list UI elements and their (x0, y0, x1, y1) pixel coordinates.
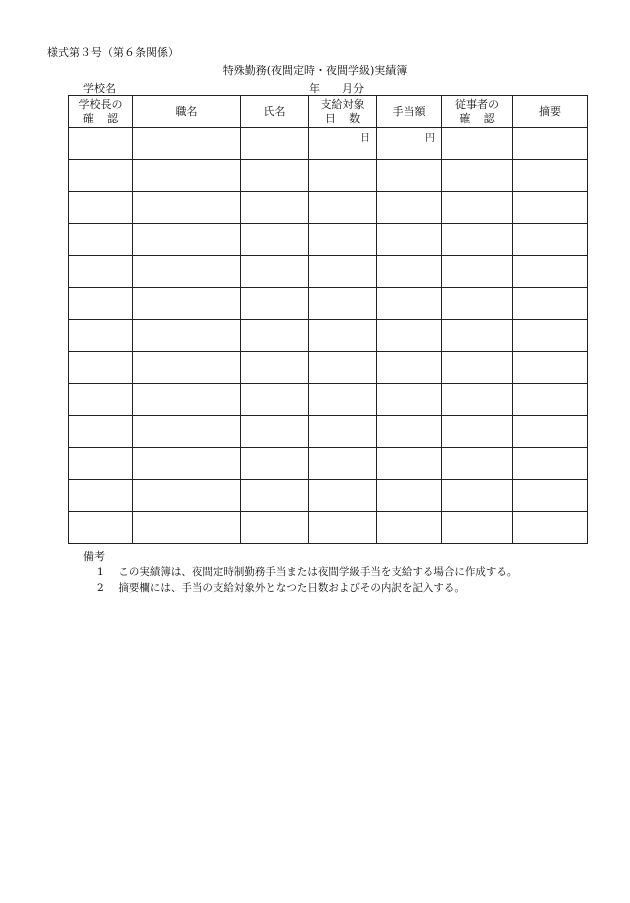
position-cell[interactable] (133, 512, 241, 544)
allowance-cell[interactable] (377, 416, 442, 448)
days-unit: 日 (360, 133, 370, 144)
header-position: 職名 (133, 96, 241, 128)
header-summary: 摘要 (513, 96, 588, 128)
worker-confirm-cell[interactable] (442, 416, 513, 448)
form-number: 様式第３号（第６条関係） (47, 46, 179, 59)
table-row (69, 352, 588, 384)
principal-confirm-cell[interactable] (69, 192, 133, 224)
eligible-days-cell[interactable] (309, 224, 377, 256)
worker-confirm-cell[interactable] (442, 352, 513, 384)
header-worker-confirm-bottom: 確認 (459, 111, 508, 125)
name-cell[interactable] (241, 384, 309, 416)
eligible-days-cell[interactable] (309, 320, 377, 352)
name-cell[interactable] (241, 448, 309, 480)
remark-note-1 (97, 564, 517, 579)
summary-cell[interactable] (513, 320, 588, 352)
table-row (69, 448, 588, 480)
worker-confirm-cell[interactable] (442, 512, 513, 544)
remark-note-text: 摘要欄には、手当の支給対象外となつた日数およびその内訳を記入する。 (118, 582, 465, 594)
summary-cell[interactable] (513, 352, 588, 384)
worker-confirm-cell[interactable] (442, 224, 513, 256)
header-name: 氏名 (241, 96, 309, 128)
name-cell[interactable] (241, 288, 309, 320)
allowance-cell[interactable] (377, 384, 442, 416)
principal-confirm-cell[interactable] (69, 416, 133, 448)
month-label: 月分 (342, 82, 364, 95)
yen-unit: 円 (425, 133, 435, 144)
header-eligible-days-bottom: 日数 (324, 111, 374, 125)
worker-confirm-cell[interactable] (442, 160, 513, 192)
position-cell[interactable] (133, 320, 241, 352)
name-cell[interactable] (241, 512, 309, 544)
summary-cell[interactable] (513, 160, 588, 192)
document-title: 特殊勤務(夜間定時・夜間学級)実績簿 (222, 64, 408, 77)
eligible-days-cell[interactable] (309, 128, 377, 160)
position-cell[interactable] (133, 448, 241, 480)
summary-cell[interactable] (513, 448, 588, 480)
summary-cell[interactable] (513, 512, 588, 544)
name-cell[interactable] (241, 128, 309, 160)
table-body (69, 128, 588, 544)
principal-confirm-cell[interactable] (69, 512, 133, 544)
principal-confirm-cell[interactable] (69, 352, 133, 384)
name-cell[interactable] (241, 320, 309, 352)
table-row (69, 160, 588, 192)
position-cell[interactable] (133, 192, 241, 224)
eligible-days-cell[interactable] (309, 160, 377, 192)
allowance-cell[interactable] (377, 256, 442, 288)
allowance-cell[interactable] (377, 512, 442, 544)
position-cell[interactable] (133, 256, 241, 288)
principal-confirm-cell[interactable] (69, 320, 133, 352)
principal-confirm-cell[interactable] (69, 160, 133, 192)
allowance-cell[interactable] (377, 128, 442, 160)
position-cell[interactable] (133, 288, 241, 320)
table-header-row (69, 96, 588, 128)
principal-confirm-cell[interactable] (69, 480, 133, 512)
summary-cell[interactable] (513, 224, 588, 256)
header-eligible-days (309, 96, 377, 128)
eligible-days-cell[interactable] (309, 256, 377, 288)
principal-confirm-cell[interactable] (69, 288, 133, 320)
position-cell[interactable] (133, 480, 241, 512)
name-cell[interactable] (241, 480, 309, 512)
position-cell[interactable] (133, 384, 241, 416)
allowance-cell[interactable] (377, 160, 442, 192)
name-cell[interactable] (241, 416, 309, 448)
allowance-cell[interactable] (377, 224, 442, 256)
worker-confirm-cell[interactable] (442, 480, 513, 512)
table-row (69, 192, 588, 224)
header-worker-confirm-top: 従事者の (455, 97, 499, 111)
allowance-cell[interactable] (377, 352, 442, 384)
table-row (69, 256, 588, 288)
name-cell[interactable] (241, 224, 309, 256)
header-principal-confirm (69, 96, 133, 128)
eligible-days-cell[interactable] (309, 512, 377, 544)
name-cell[interactable] (241, 352, 309, 384)
position-cell[interactable] (133, 416, 241, 448)
principal-confirm-cell[interactable] (69, 256, 133, 288)
allowance-cell[interactable] (377, 320, 442, 352)
allowance-cell[interactable] (377, 480, 442, 512)
principal-confirm-cell[interactable] (69, 384, 133, 416)
remark-note-text: この実績簿は、夜間定時制勤務手当または夜間学級手当を支給する場合に作成する。 (118, 566, 518, 578)
position-cell[interactable] (133, 128, 241, 160)
table-row (69, 224, 588, 256)
table-row (69, 128, 588, 160)
worker-confirm-cell[interactable] (442, 128, 513, 160)
header-principal-confirm-top: 学校長の (78, 97, 123, 111)
worker-confirm-cell[interactable] (442, 192, 513, 224)
header-principal-confirm-bottom: 確認 (82, 111, 132, 125)
header-allowance: 手当額 (377, 96, 442, 128)
worker-confirm-cell[interactable] (442, 448, 513, 480)
principal-confirm-cell[interactable] (69, 448, 133, 480)
summary-cell[interactable] (513, 288, 588, 320)
principal-confirm-cell[interactable] (69, 128, 133, 160)
summary-cell[interactable] (513, 256, 588, 288)
eligible-days-cell[interactable] (309, 448, 377, 480)
name-cell[interactable] (241, 192, 309, 224)
remark-note-number: 1 (97, 566, 104, 578)
eligible-days-cell[interactable] (309, 192, 377, 224)
table-row (69, 416, 588, 448)
eligible-days-cell[interactable] (309, 384, 377, 416)
header-worker-confirm (442, 96, 513, 128)
position-cell[interactable] (133, 160, 241, 192)
summary-cell[interactable] (513, 480, 588, 512)
eligible-days-cell[interactable] (309, 416, 377, 448)
summary-cell[interactable] (513, 416, 588, 448)
table-row (69, 512, 588, 544)
worker-confirm-cell[interactable] (442, 256, 513, 288)
record-table (68, 95, 588, 544)
table-row (69, 384, 588, 416)
table-row (69, 480, 588, 512)
header-eligible-days-top: 支給対象 (320, 97, 365, 111)
name-cell[interactable] (241, 256, 309, 288)
principal-confirm-cell[interactable] (69, 224, 133, 256)
worker-confirm-cell[interactable] (442, 320, 513, 352)
position-cell[interactable] (133, 352, 241, 384)
eligible-days-cell[interactable] (309, 352, 377, 384)
remarks-title: 備考 (83, 550, 105, 563)
worker-confirm-cell[interactable] (442, 288, 513, 320)
position-cell[interactable] (133, 224, 241, 256)
school-name-label: 学校名 (83, 82, 116, 95)
worker-confirm-cell[interactable] (442, 384, 513, 416)
eligible-days-cell[interactable] (309, 480, 377, 512)
remark-note-number: 2 (97, 582, 104, 594)
allowance-cell[interactable] (377, 192, 442, 224)
remark-note-2 (97, 580, 465, 595)
summary-cell[interactable] (513, 128, 588, 160)
name-cell[interactable] (241, 160, 309, 192)
summary-cell[interactable] (513, 192, 588, 224)
allowance-cell[interactable] (377, 288, 442, 320)
eligible-days-cell[interactable] (309, 288, 377, 320)
allowance-cell[interactable] (377, 448, 442, 480)
year-label: 年 (309, 82, 320, 95)
table-row (69, 320, 588, 352)
table-row (69, 288, 588, 320)
summary-cell[interactable] (513, 384, 588, 416)
